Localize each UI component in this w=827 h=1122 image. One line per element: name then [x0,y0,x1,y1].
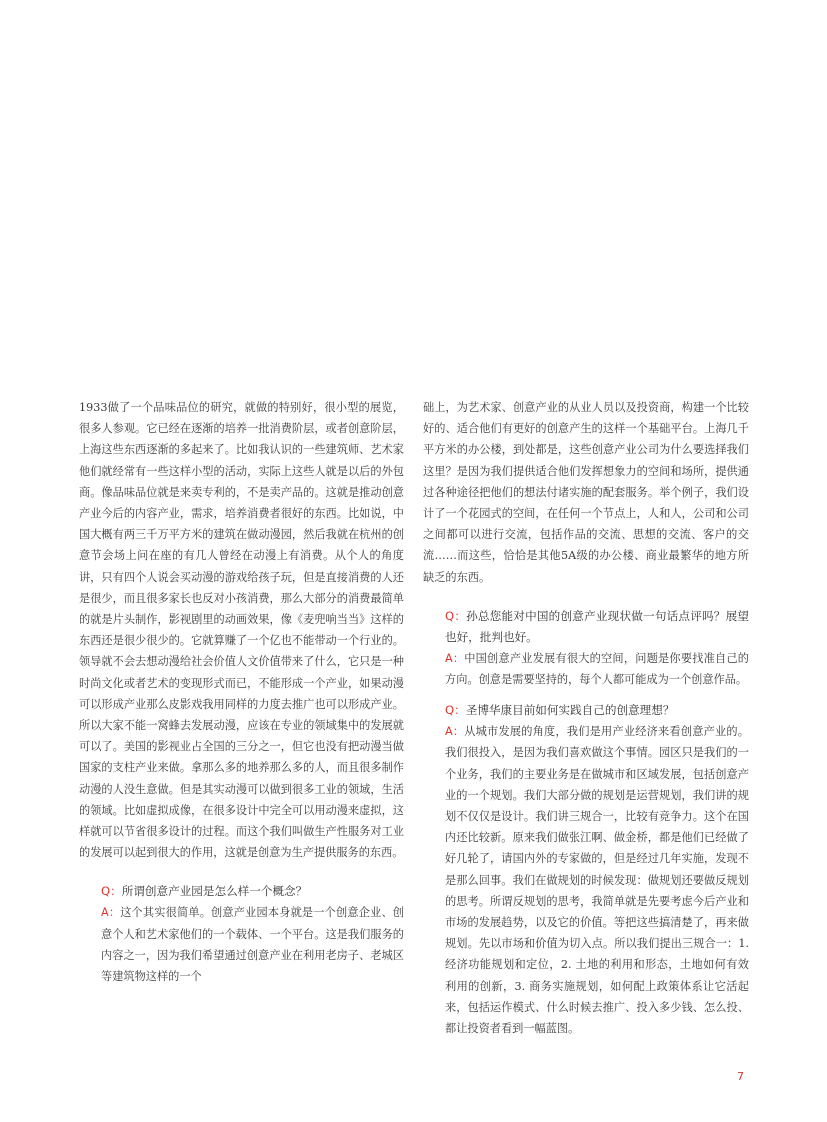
page-number: 7 [737,1070,744,1083]
answer-1-label: A： [101,906,121,920]
answer-3-label: A： [445,725,465,739]
continuation-paragraph: 础上，为艺术家、创意产业的从业人员以及投资商，构建一个比较好的、适合他们有更好的创意产生的这样一个基础平台。上海几千平方米的办公楼，到处都是，这些创意产业公司为什么要选择我们这里？是因为我们提供适合他们发挥想象力的空间和场所，提供通过各种途径把他们的想法付诸实施的配套服务。举个例子，我们设计了一个花园式的空间，在任何一个节点上，人和人，公司和公司之间都可以进行交流，包括作品的交流、思想的交流、客户的交流……而这些，恰恰是其他5A级的办公楼、商业最繁华的地方所缺乏的东西。 [423,401,749,584]
answer-1 [79,902,404,987]
answer-2-text: 中国创意产业发展有很大的空间，问题是你要找准自己的方向。创意是需要坚持的，每个人都可能成为一个创意作品。 [445,651,749,687]
question-1 [79,881,404,902]
answer-2 [423,648,749,690]
question-2-text: 孙总您能对中国的创意产业现状做一句话点评吗？展望也好，批判也好。 [445,608,749,644]
intro-paragraph: 1933做了一个品味品位的研究，就做的特别好，很小型的展览，很多人参观。它已经在逐渐的培养一批消费阶层，或者创意阶层，上海这些东西逐渐的多起来了。比如我认识的一些建筑师、艺术家他们就经常有一些这样小型的活动，实际上这些人就是以后的外包商。像品味品位就是来卖专利的，不是卖产品的。这就是推动创意产业今后的内容产业，需求，培养消费者很好的东西。比如说，中国大概有两三千万平方米的建筑在做动漫园，然后我就在杭州的创意节会场上问在座的有几人曾经在动漫上有消费。从个人的角度讲，只有四个人说会买动漫的游戏给孩子玩，但是直接消费的人还是很少，而且很多家长也反对小孩消费，那么大部分的消费最简单的就是片头制作，影视剧里的动画效果，像《麦兜响当当》这样的东西还是很少很少的。它就算赚了一个亿也不能带动一个行业的。领导就不会去想动漫给社会价值人文价值带来了什么，它只是一种时尚文化或者艺术的变现形式而已，不能形成一个产业，如果动漫可以形成产业那么皮影戏我用同样的力度去推广也可以形成产业。所以大家不能一窝蜂去发展动漫，应该在专业的领域集中的发展就可以了。美国的影视业占全国的三分之一，但它也没有把动漫当做国家的支柱产业来做。拿那么多的地养那么多的人，而且很多制作动漫的人没生意做。但是其实动漫可以做到很多工业的领域，生活的领域。比如虚拟成像，在很多设计中完全可以用动漫来虚拟，这样就可以节省很多设计的过程。而这个我们叫做生产性服务对工业的发展可以起到很大的作用，这就是创意为生产提供服务的东西。 [79,401,404,860]
question-2-label: Q： [445,608,467,623]
question-1-text: 所谓创意产业园是怎么样一个概念？ [121,884,308,899]
answer-3-text: 从城市发展的角度，我们是用产业经济来看创意产业的。我们很投入，是因为我们喜欢做这个事情。园区只是我们的一个业务，我们的主要业务是在做城市和区域发展，包括创意产业的一个规划。我们大部分做的规划是运营规划，我们讲的规划不仅仅是设计。我们讲三规合一，比较有竞争力。这个在国内还比较新。原来我们做张江啊、做金桥，都是他们已经做了好几轮了，请国内外的专家做的，但是经过几年实施，发现不是那么回事。我们在做规划的时候发现：做规划还要做反规划的思考。所谓反规划的思考，我简单就是先要考虑今后产业和市场的发展趋势，以及它的价值。等把这些搞清楚了，再来做规划。先以市场和价值为切入点。所以我们提出三规合一：1. 经济功能规划和定位，2. 土地的利用和形态，土地如何有效利用的创新，3. 商务实施规划，如何配上政策体系让它活起来，包括运作模式、什么时候去推广、投入多少钱、怎么投、都让投资者看到一幅蓝图。 [445,725,749,1036]
answer-2-label: A： [445,651,465,665]
question-1-label: Q： [101,884,122,899]
question-3-text: 圣博华康目前如何实践自己的创意理想？ [465,703,675,718]
question-2 [423,606,749,648]
question-3 [423,700,749,721]
answer-3 [423,721,749,1039]
answer-1-text: 这个其实很简单。创意产业园本身就是一个创意企业、创意个人和艺术家他们的一个载体、一个平台。这是我们服务的内容之一，因为我们希望通过创意产业在利用老房子、老城区等建筑物这样的一个 [101,906,404,984]
left-column [79,397,404,987]
question-3-label: Q： [445,703,466,718]
right-column [423,397,749,1039]
